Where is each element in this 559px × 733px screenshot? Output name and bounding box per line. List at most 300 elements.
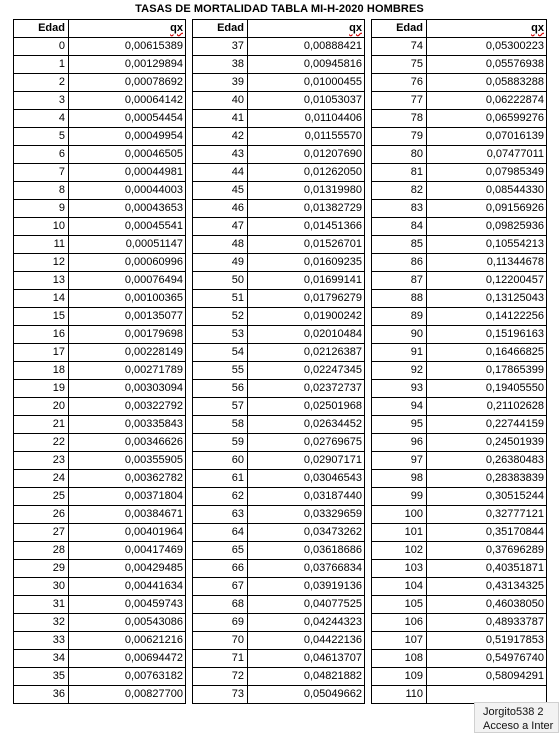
qx-cell: 0,02010484: [248, 326, 365, 344]
qx-cell: 0,54976740: [427, 650, 547, 668]
age-cell: 108: [372, 650, 427, 668]
qx-cell: 0,26380483: [427, 452, 547, 470]
table-row: [14, 200, 186, 218]
table-row: [193, 524, 365, 542]
table-row: [372, 470, 547, 488]
table-row: [372, 362, 547, 380]
table-row: [372, 92, 547, 110]
table-row: [14, 668, 186, 686]
qx-cell: 0,00401964: [69, 524, 186, 542]
table-row: [193, 92, 365, 110]
table-row: [193, 164, 365, 182]
table-row: [372, 542, 547, 560]
age-cell: 78: [372, 110, 427, 128]
table-row: [372, 110, 547, 128]
age-cell: 2: [14, 74, 69, 92]
qx-cell: 0,12200457: [427, 272, 547, 290]
table-row: [14, 182, 186, 200]
table-row: [372, 452, 547, 470]
table-row: [193, 380, 365, 398]
qx-cell: 0,00060996: [69, 254, 186, 272]
header-age: Edad: [372, 20, 427, 38]
qx-cell: 0,00051147: [69, 236, 186, 254]
qx-cell: 0,00228149: [69, 344, 186, 362]
age-cell: 51: [193, 290, 248, 308]
qx-cell: 0,09156926: [427, 200, 547, 218]
qx-cell: 0,07477011: [427, 146, 547, 164]
table-row: [372, 380, 547, 398]
age-cell: 29: [14, 560, 69, 578]
table-row: [372, 434, 547, 452]
age-cell: 99: [372, 488, 427, 506]
table-row: [193, 254, 365, 272]
qx-cell: 0,28383839: [427, 470, 547, 488]
age-cell: 77: [372, 92, 427, 110]
qx-cell: 0,02247345: [248, 362, 365, 380]
qx-cell: 0,02769675: [248, 434, 365, 452]
table-row: [14, 596, 186, 614]
qx-cell: 0,04244323: [248, 614, 365, 632]
age-cell: 86: [372, 254, 427, 272]
qx-cell: 0,03766834: [248, 560, 365, 578]
table-row: [14, 542, 186, 560]
qx-cell: 0,00179698: [69, 326, 186, 344]
table-row: [193, 416, 365, 434]
qx-cell: 0,02634452: [248, 416, 365, 434]
qx-cell: 0,05049662: [248, 686, 365, 704]
age-cell: 41: [193, 110, 248, 128]
age-cell: 89: [372, 308, 427, 326]
qx-cell: 0,03187440: [248, 488, 365, 506]
mortality-table-2: [192, 19, 365, 704]
age-cell: 50: [193, 272, 248, 290]
age-cell: 63: [193, 506, 248, 524]
tooltip-access: Acceso a Inter: [483, 720, 554, 732]
table-row: [14, 326, 186, 344]
age-cell: 32: [14, 614, 69, 632]
table-row: [193, 146, 365, 164]
qx-cell: 0,09825936: [427, 218, 547, 236]
table-row: [372, 182, 547, 200]
age-cell: 30: [14, 578, 69, 596]
qx-cell: 0,04613707: [248, 650, 365, 668]
qx-cell: 0,04422136: [248, 632, 365, 650]
table-row: [193, 488, 365, 506]
age-cell: 25: [14, 488, 69, 506]
age-cell: 20: [14, 398, 69, 416]
qx-cell: 0,01319980: [248, 182, 365, 200]
qx-cell: 0,00459743: [69, 596, 186, 614]
table-row: [14, 272, 186, 290]
table-row: [372, 398, 547, 416]
table-row: [14, 362, 186, 380]
qx-cell: 0,00046505: [69, 146, 186, 164]
table-row: [193, 326, 365, 344]
age-cell: 59: [193, 434, 248, 452]
table-row: [14, 614, 186, 632]
age-cell: 91: [372, 344, 427, 362]
table-row: [193, 362, 365, 380]
mortality-table-3: [371, 19, 547, 704]
age-cell: 76: [372, 74, 427, 92]
age-cell: 9: [14, 200, 69, 218]
qx-cell: 0,24501939: [427, 434, 547, 452]
qx-cell: 0,02501968: [248, 398, 365, 416]
table-row: [372, 38, 547, 56]
age-cell: 105: [372, 596, 427, 614]
qx-cell: 0,00362782: [69, 470, 186, 488]
table-row: [372, 578, 547, 596]
age-cell: 16: [14, 326, 69, 344]
table-row: [372, 416, 547, 434]
age-cell: 84: [372, 218, 427, 236]
qx-cell: 0,00129894: [69, 56, 186, 74]
table-row: [14, 452, 186, 470]
qx-cell: 0,46038050: [427, 596, 547, 614]
table-row: [193, 650, 365, 668]
qx-cell: 0,22744159: [427, 416, 547, 434]
table-row: [372, 632, 547, 650]
age-cell: 8: [14, 182, 69, 200]
table-row: [193, 434, 365, 452]
age-cell: 40: [193, 92, 248, 110]
qx-cell: 0,00441634: [69, 578, 186, 596]
table-row: [14, 686, 186, 704]
table-row: [14, 560, 186, 578]
qx-cell: 0,00303094: [69, 380, 186, 398]
age-cell: 47: [193, 218, 248, 236]
table-row: [372, 344, 547, 362]
qx-cell: 0,32777121: [427, 506, 547, 524]
age-cell: 49: [193, 254, 248, 272]
table-row: [372, 560, 547, 578]
age-cell: 18: [14, 362, 69, 380]
table-row: [14, 74, 186, 92]
qx-cell: 0,01382729: [248, 200, 365, 218]
qx-cell: 0,00322792: [69, 398, 186, 416]
table-row: [193, 470, 365, 488]
age-cell: 37: [193, 38, 248, 56]
qx-cell: 0,01262050: [248, 164, 365, 182]
qx-cell: 0,00621216: [69, 632, 186, 650]
age-cell: 110: [372, 686, 427, 704]
age-cell: 19: [14, 380, 69, 398]
age-cell: 31: [14, 596, 69, 614]
qx-cell: 0,02907171: [248, 452, 365, 470]
table-row: [14, 524, 186, 542]
table-row: [193, 632, 365, 650]
page-title: TASAS DE MORTALIDAD TABLA MI-H-2020 HOMBRES: [135, 3, 424, 15]
age-cell: 24: [14, 470, 69, 488]
age-cell: 66: [193, 560, 248, 578]
qx-cell: 0,03919136: [248, 578, 365, 596]
qx-cell: 0,05300223: [427, 38, 547, 56]
header-age: Edad: [14, 20, 69, 38]
qx-cell: 0,30515244: [427, 488, 547, 506]
age-cell: 39: [193, 74, 248, 92]
age-cell: 6: [14, 146, 69, 164]
qx-cell: 0,00346626: [69, 434, 186, 452]
age-cell: 95: [372, 416, 427, 434]
qx-cell: 0,03618686: [248, 542, 365, 560]
age-cell: 33: [14, 632, 69, 650]
age-cell: 36: [14, 686, 69, 704]
table-row: [14, 110, 186, 128]
age-cell: 4: [14, 110, 69, 128]
qx-cell: 0,16466825: [427, 344, 547, 362]
age-cell: 44: [193, 164, 248, 182]
mortality-table-1: [13, 19, 186, 704]
age-cell: 54: [193, 344, 248, 362]
qx-cell: 0,07985349: [427, 164, 547, 182]
header-qx: qx: [69, 20, 186, 38]
age-cell: 38: [193, 56, 248, 74]
qx-cell: 0,00763182: [69, 668, 186, 686]
age-cell: 79: [372, 128, 427, 146]
age-cell: 52: [193, 308, 248, 326]
age-cell: 93: [372, 380, 427, 398]
qx-cell: 0,35170844: [427, 524, 547, 542]
table-row: [193, 668, 365, 686]
age-cell: 100: [372, 506, 427, 524]
table-row: [14, 290, 186, 308]
qx-cell: 0,00384671: [69, 506, 186, 524]
age-cell: 5: [14, 128, 69, 146]
table-row: [14, 92, 186, 110]
table-row: [14, 236, 186, 254]
age-cell: 72: [193, 668, 248, 686]
qx-cell: 0,00049954: [69, 128, 186, 146]
qx-cell: 0,01900242: [248, 308, 365, 326]
table-row: [372, 686, 547, 704]
table-row: [372, 524, 547, 542]
qx-cell: 0,48933787: [427, 614, 547, 632]
age-cell: 81: [372, 164, 427, 182]
table-row: [372, 74, 547, 92]
qx-cell: 0,00615389: [69, 38, 186, 56]
qx-cell: 0,00417469: [69, 542, 186, 560]
qx-cell: 0,00044003: [69, 182, 186, 200]
qx-cell: 0,01796279: [248, 290, 365, 308]
qx-cell: 0,00271789: [69, 362, 186, 380]
tooltip-username: Jorgito538 2: [483, 706, 544, 718]
qx-cell: 0,01000455: [248, 74, 365, 92]
table-row: [372, 650, 547, 668]
qx-cell: 0,02126387: [248, 344, 365, 362]
age-cell: 35: [14, 668, 69, 686]
age-cell: 12: [14, 254, 69, 272]
age-cell: 26: [14, 506, 69, 524]
qx-cell: 0,13125043: [427, 290, 547, 308]
table-row: [193, 56, 365, 74]
age-cell: 80: [372, 146, 427, 164]
age-cell: 7: [14, 164, 69, 182]
table-row: [14, 380, 186, 398]
qx-cell: 0,37696289: [427, 542, 547, 560]
table-row: [193, 398, 365, 416]
table-row: [193, 452, 365, 470]
qx-cell: 0,06599276: [427, 110, 547, 128]
age-cell: 13: [14, 272, 69, 290]
age-cell: 82: [372, 182, 427, 200]
qx-cell: 0,08544330: [427, 182, 547, 200]
age-cell: 71: [193, 650, 248, 668]
qx-cell: 0,01053037: [248, 92, 365, 110]
qx-cell: 0,00945816: [248, 56, 365, 74]
qx-cell: 0,01451366: [248, 218, 365, 236]
qx-cell: [427, 686, 547, 704]
age-cell: 10: [14, 218, 69, 236]
table-row: [372, 128, 547, 146]
age-cell: 45: [193, 182, 248, 200]
qx-cell: 0,00076494: [69, 272, 186, 290]
age-cell: 65: [193, 542, 248, 560]
qx-cell: 0,05576938: [427, 56, 547, 74]
table-row: [193, 182, 365, 200]
table-row: [193, 38, 365, 56]
age-cell: 34: [14, 650, 69, 668]
table-row: [14, 506, 186, 524]
table-row: [372, 290, 547, 308]
qx-cell: 0,01104406: [248, 110, 365, 128]
table-row: [193, 74, 365, 92]
age-cell: 22: [14, 434, 69, 452]
table-row: [193, 290, 365, 308]
qx-cell: 0,06222874: [427, 92, 547, 110]
age-cell: 21: [14, 416, 69, 434]
age-cell: 69: [193, 614, 248, 632]
age-cell: 104: [372, 578, 427, 596]
qx-cell: 0,00135077: [69, 308, 186, 326]
table-row: [14, 254, 186, 272]
table-row: [372, 488, 547, 506]
age-cell: 106: [372, 614, 427, 632]
qx-cell: 0,21102628: [427, 398, 547, 416]
qx-cell: 0,04821882: [248, 668, 365, 686]
table-row: [14, 128, 186, 146]
age-cell: 11: [14, 236, 69, 254]
header-qx: qx: [427, 20, 547, 38]
qx-cell: 0,02372737: [248, 380, 365, 398]
table-row: [14, 488, 186, 506]
age-cell: 96: [372, 434, 427, 452]
table-row: [14, 470, 186, 488]
age-cell: 1: [14, 56, 69, 74]
age-cell: 3: [14, 92, 69, 110]
table-row: [372, 668, 547, 686]
qx-cell: 0,40351871: [427, 560, 547, 578]
table-row: [14, 434, 186, 452]
age-cell: 101: [372, 524, 427, 542]
age-cell: 92: [372, 362, 427, 380]
table-row: [193, 614, 365, 632]
qx-cell: 0,51917853: [427, 632, 547, 650]
user-tooltip[interactable]: [474, 702, 559, 733]
table-row: [193, 200, 365, 218]
age-cell: 58: [193, 416, 248, 434]
age-cell: 107: [372, 632, 427, 650]
header-qx: qx: [248, 20, 365, 38]
age-cell: 88: [372, 290, 427, 308]
age-cell: 74: [372, 38, 427, 56]
qx-cell: 0,00043653: [69, 200, 186, 218]
qx-cell: 0,00045541: [69, 218, 186, 236]
table-row: [372, 146, 547, 164]
age-cell: 97: [372, 452, 427, 470]
qx-cell: 0,07016139: [427, 128, 547, 146]
table-row: [193, 218, 365, 236]
table-header-row: [14, 20, 186, 38]
table-row: [14, 56, 186, 74]
qx-cell: 0,01155570: [248, 128, 365, 146]
table-row: [193, 236, 365, 254]
age-cell: 109: [372, 668, 427, 686]
table-row: [372, 218, 547, 236]
qx-cell: 0,00335843: [69, 416, 186, 434]
age-cell: 103: [372, 560, 427, 578]
age-cell: 14: [14, 290, 69, 308]
age-cell: 61: [193, 470, 248, 488]
table-row: [193, 686, 365, 704]
age-cell: 46: [193, 200, 248, 218]
table-row: [193, 272, 365, 290]
qx-cell: 0,00355905: [69, 452, 186, 470]
age-cell: 17: [14, 344, 69, 362]
qx-cell: 0,03329659: [248, 506, 365, 524]
table-row: [14, 164, 186, 182]
table-row: [372, 506, 547, 524]
qx-cell: 0,19405550: [427, 380, 547, 398]
qx-cell: 0,01207690: [248, 146, 365, 164]
table-row: [372, 236, 547, 254]
age-cell: 87: [372, 272, 427, 290]
header-age: Edad: [193, 20, 248, 38]
age-cell: 75: [372, 56, 427, 74]
table-row: [14, 650, 186, 668]
table-row: [14, 38, 186, 56]
table-row: [193, 506, 365, 524]
age-cell: 57: [193, 398, 248, 416]
table-row: [14, 632, 186, 650]
table-row: [14, 344, 186, 362]
qx-cell: 0,15196163: [427, 326, 547, 344]
qx-cell: 0,00827700: [69, 686, 186, 704]
age-cell: 42: [193, 128, 248, 146]
age-cell: 15: [14, 308, 69, 326]
age-cell: 68: [193, 596, 248, 614]
qx-cell: 0,01609235: [248, 254, 365, 272]
table-row: [14, 578, 186, 596]
table-row: [14, 218, 186, 236]
age-cell: 28: [14, 542, 69, 560]
table-row: [193, 542, 365, 560]
table-row: [372, 164, 547, 182]
age-cell: 55: [193, 362, 248, 380]
age-cell: 70: [193, 632, 248, 650]
qx-cell: 0,17865399: [427, 362, 547, 380]
table-header-row: [372, 20, 547, 38]
table-row: [14, 308, 186, 326]
table-row: [372, 596, 547, 614]
table-row: [193, 308, 365, 326]
table-row: [372, 272, 547, 290]
qx-cell: 0,00543086: [69, 614, 186, 632]
table-row: [14, 146, 186, 164]
age-cell: 60: [193, 452, 248, 470]
table-row: [372, 200, 547, 218]
age-cell: 53: [193, 326, 248, 344]
table-row: [193, 344, 365, 362]
